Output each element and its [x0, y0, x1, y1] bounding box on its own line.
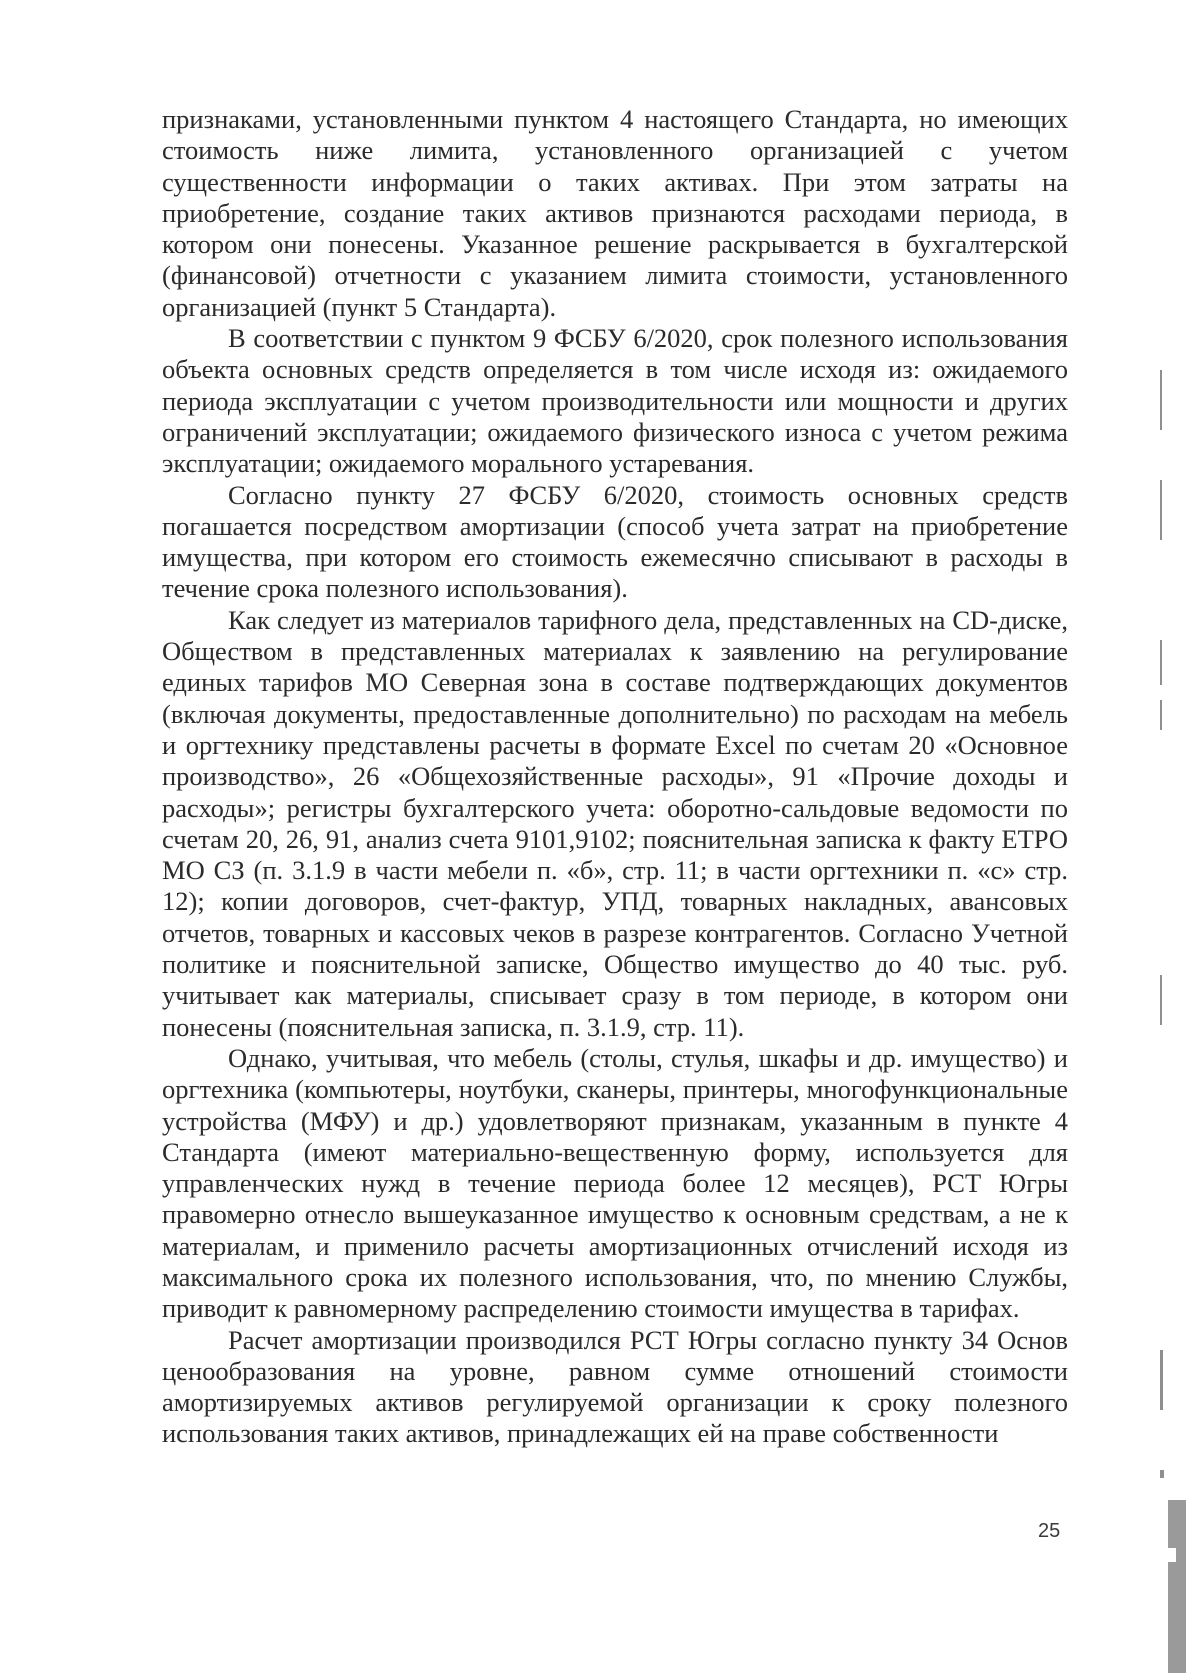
paragraph-3: Согласно пункту 27 ФСБУ 6/2020, стоимость основных средств погашается посредством амортизации (способ учета затрат на приобретение имущества, при котором его стоимость ежемесячно списывают в расходы в течение срока полезного использования). [162, 479, 1068, 604]
scan-mark [1160, 640, 1162, 685]
scan-mark [1160, 975, 1162, 1025]
scan-edge-notch [1168, 1548, 1176, 1562]
paragraph-4: Как следует из материалов тарифного дела, представленных на CD-диске, Обществом в представленных материалах к заявлению на регулирование единых тарифов МО Северная зона в составе подтверждающих документов (включая документы, предоставленные дополнительно) по расходам на мебель и оргтехнику представлены расчеты в формате Excel по счетам 20 «Основное производство», 26 «Общехозяйственные расходы», 91 «Прочие доходы и расходы»; регистры бухгалтерского учета: оборотно-сальдовые ведомости по счетам 20, 26, 91, анализ счета 9101,9102; пояснительная записка к факту ЕТРО МО СЗ (п. 3.1.9 в части мебели п. «б», стр. 11; в части оргтехники п. «с» стр. 12); копии договоров, счет-фактур, УПД, товарных накладных, авансовых отчетов, товарных и кассовых чеков в разрезе контрагентов. Согласно Учетной политике и пояснительной записке, Общество имущество до 40 тыс. руб. учитывает как материалы, списывает сразу в том периоде, в котором они понесены (пояснительная записка, п. 3.1.9, стр. 11). [162, 604, 1068, 1042]
paragraph-5: Однако, учитывая, что мебель (столы, стулья, шкафы и др. имущество) и оргтехника (компьютеры, ноутбуки, сканеры, принтеры, многофункциональные устройства (МФУ) и др.) удовлетворяют признакам, указанным в пункте 4 Стандарта (имеют материально-вещественную форму, используется для управленческих нужд в течение периода более 12 месяцев), РСТ Югры правомерно отнесло вышеуказанное имущество к основным средствам, а не к материалам, и применило расчеты амортизационных отчислений исходя из максимального срока их полезного использования, что, по мнению Службы, приводит к равномерному распределению стоимости имущества в тарифах. [162, 1042, 1068, 1324]
paragraph-2: В соответствии с пунктом 9 ФСБУ 6/2020, срок полезного использования объекта основных средств определяется в том числе исходя из: ожидаемого периода эксплуатации с учетом производительности или мощности и других ограничений эксплуатации; ожидаемого физического износа с учетом режима эксплуатации; ожидаемого морального устаревания. [162, 323, 1068, 479]
scan-mark [1160, 700, 1162, 730]
scan-mark [1160, 1470, 1164, 1478]
scan-mark [1160, 370, 1162, 430]
paragraph-6: Расчет амортизации производился РСТ Югры согласно пункту 34 Основ ценообразования на уровне, равном сумме отношений стоимости амортизируемых активов регулируемой организации к сроку полезного использования таких активов, принадлежащих ей на праве собственности [162, 1324, 1068, 1449]
page-number: 25 [1038, 1520, 1061, 1542]
scan-mark [1160, 480, 1162, 540]
body-text [162, 104, 1068, 1450]
scan-mark [1160, 1350, 1163, 1410]
scan-edge-bar [1168, 1500, 1186, 1673]
paragraph-1: признаками, установленными пунктом 4 настоящего Стандарта, но имеющих стоимость ниже лимита, установленного организацией с учетом существенности информации о таких активах. При этом затраты на приобретение, создание таких активов признаются расходами периода, в котором они понесены. Указанное решение раскрывается в бухгалтерской (финансовой) отчетности с указанием лимита стоимости, установленного организацией (пункт 5 Стандарта). [162, 104, 1068, 322]
